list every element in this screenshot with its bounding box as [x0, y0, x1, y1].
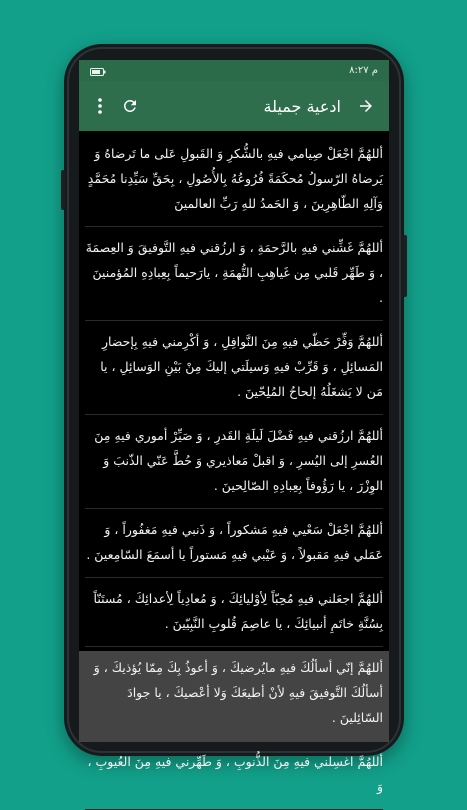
prayers-list[interactable]	[79, 131, 389, 794]
more-vertical-icon[interactable]	[85, 88, 115, 124]
prayer-item: أللهُمَّ اجعَلني فيهِ مُحِبّاً لِأوْليائِكَ ، وَ مُعادِياً لِأعدائِكَ ، مُستَنّاً بِسُنَّةِ خاتَمِ أنبيائِكَ ، يا عاصِمَ قُلوبِ النَّبِيّينَ .	[85, 578, 383, 647]
status-time: م ٨:٢٧	[349, 65, 378, 76]
status-icons	[90, 61, 106, 80]
prayer-item: أللهُمَّ غَشِّني فيهِ بالرَّحمَةِ ، وَ ارزُقني فيهِ التَّوفيقَ وَ العِصمَةَ ، وَ طَهِّر قَلبي مِن غَياهِبِ التُّهمَةِ ، يارَحيماً بِعِبادِهِ المُؤمنينَ .	[85, 227, 383, 321]
prayer-item: أللهُمَّ ارزُقني فيهِ فَضْلَ لَيلَةِ القَدرِ ، وَ صَيِّرْ أموري فيهِ مِنَ العُسرِ إلى اليُسرِ ، وَ اقبلْ مَعاذيري وَ حُطَّ عَنّي الذّنبَ وَ الوِزْرَ ، يا رَؤُوفاً بِعِبادِهِ الصّالِحينَ .	[85, 415, 383, 509]
prayer-item: أللهُمَّ اغسِلني فيهِ مِنَ الذُّنوبِ ، وَ طَهِّرني فيهِ مِنَ العُيوبِ ، وَ	[85, 741, 383, 810]
page-title: ادعية جميلة	[263, 96, 341, 116]
refresh-icon[interactable]	[115, 88, 145, 124]
prayer-item: أللهُمَّ اجْعَلْ سَعْيي فيهِ مَشكوراً ، وَ ذَنبي فيهِ مَغفُوراً ، وَ عَمَلي فيهِ مَقبولاً ، وَ عَيْبي فيهِ مَستوراً يا أسمَعَ السّامِعينَ .	[85, 509, 383, 578]
phone-screen	[79, 60, 389, 794]
battery-icon	[90, 61, 106, 80]
app-bar	[79, 81, 389, 131]
prayer-item: أللهُمَّ وَفِّرْ حَظّي فيهِ مِنَ النَّوافِلِ ، وَ أكْرِمني فيهِ بِإحضارِ المَسائِلِ ، وَ قَرِّبْ فيهِ وَسيلَتي إليكَ مِنْ بَيْنِ الوَسائِلِ ، يا مَن لا يَشغَلُهُ إلحاحُ المُلِحّينَ .	[85, 321, 383, 415]
prayer-item: أللهُمَّ إنّي أسألُكَ فيهِ مايُرضيكَ ، وَ أعوذُ بِكَ مِمّا يُؤذيكَ ، وَ أسألُكَ التَّوفيقَ فيهِ لأنْ أطيعَكَ وَلا أعْصيكَ ، يا جوادَ السّائِلينَ .	[85, 647, 383, 741]
prayer-item: أللهُمَّ اجْعَلْ صِيامي فيهِ بالشُّكرِ وَ القَبولِ عَلى ما تَرضاهُ وَ يَرضاهُ الرّسولُ مُحكَمَةً فُرُوعُهُ بِالأُصُولِ ، بِحَقِّ سَيِّدِنا مُحَمَّدٍ وَآلِهِ الطّاهِرِينَ ، وَ الحَمدُ للهِ رَبِّ العالمينَ	[85, 133, 383, 227]
status-bar	[79, 60, 389, 81]
arrow-right-icon[interactable]	[351, 88, 381, 124]
power-button	[402, 235, 407, 297]
volume-button	[61, 170, 65, 210]
